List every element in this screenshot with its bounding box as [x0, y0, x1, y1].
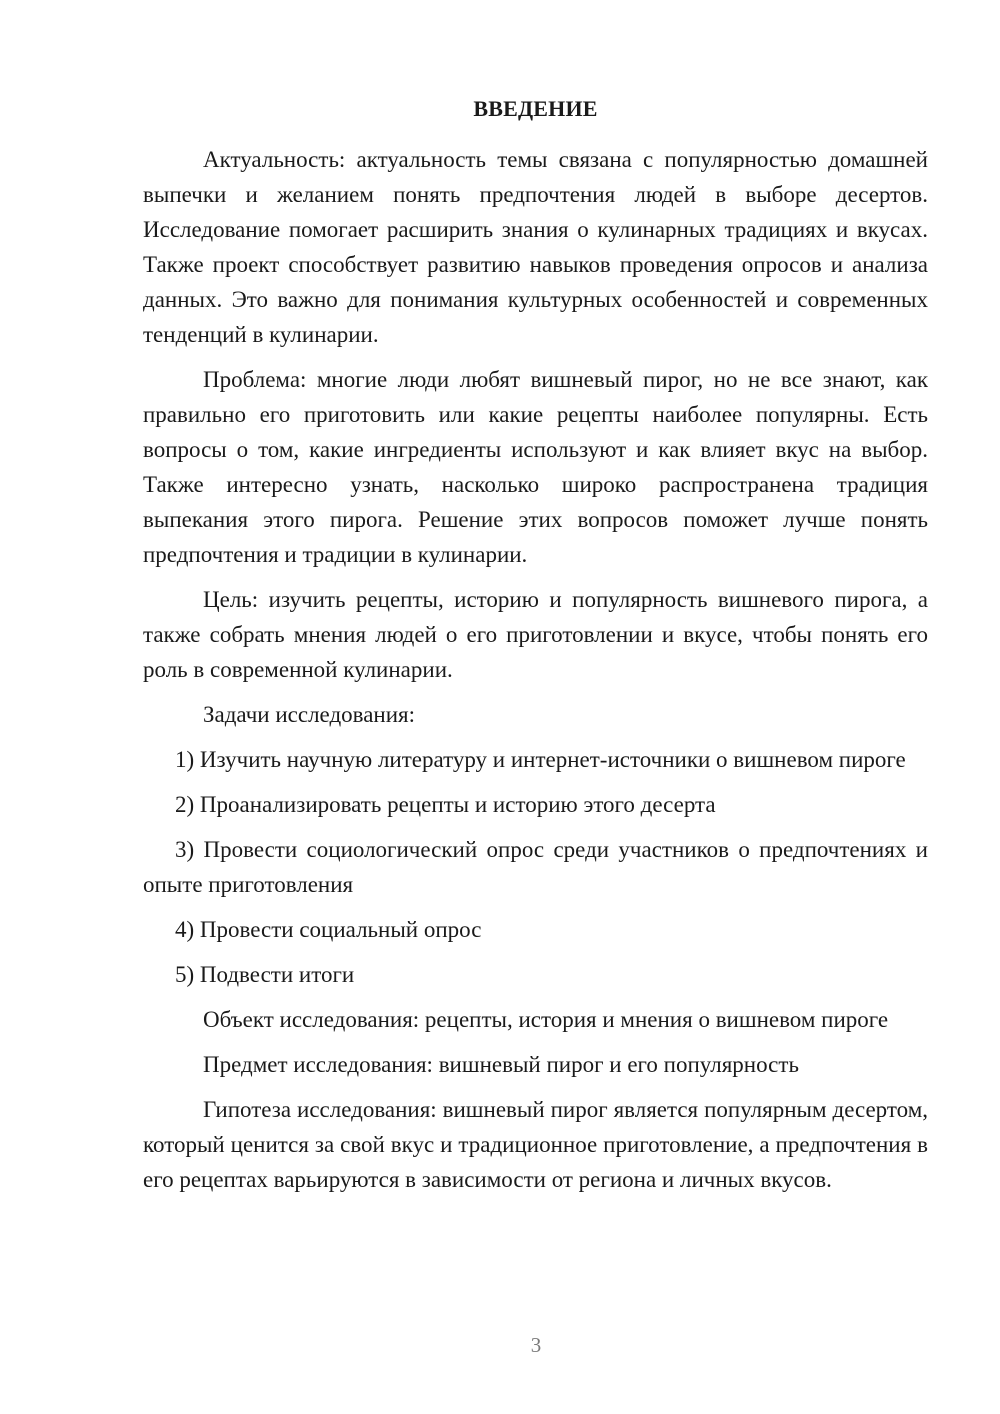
task-item-3: 3) Провести социологический опрос среди участников о предпочтениях и опыте приготовления	[143, 837, 928, 897]
task-item-4: 4) Провести социальный опрос	[175, 917, 482, 942]
problem-paragraph: Проблема: многие люди любят вишневый пирог, но не все знают, как правильно его приготовить или какие рецепты наиболее популярны. Есть вопросы о том, какие ингредиенты используют и как влияет вкус на выбор. Также интересно узнать, насколько широко распространена традиция выпекания этого пирога. Решение этих вопросов поможет лучше понять предпочтения и традиции в кулинарии.	[143, 367, 928, 567]
task-item-2: 2) Проанализировать рецепты и историю этого десерта	[175, 792, 716, 817]
relevance-paragraph: Актуальность: актуальность темы связана с популярностью домашней выпечки и желанием понять предпочтения людей в выборе десертов. Исследование помогает расширить знания о кулинарных традициях и вкусах. Также проект способствует развитию навыков проведения опросов и анализа данных. Это важно для понимания культурных особенностей и современных тенденций в кулинарии.	[143, 147, 928, 347]
tasks-heading: Задачи исследования:	[203, 702, 416, 727]
subject-paragraph: Предмет исследования: вишневый пирог и его популярность	[203, 1052, 799, 1077]
tasks-list	[143, 742, 928, 992]
task-item-1: 1) Изучить научную литературу и интернет-источники о вишневом пироге	[175, 747, 906, 772]
hypothesis-paragraph: Гипотеза исследования: вишневый пирог является популярным десертом, который ценится за свой вкус и традиционное приготовление, а предпочтения в его рецептах варьируются в зависимости от региона и личных вкусов.	[143, 1097, 928, 1192]
document-body	[143, 142, 928, 1207]
task-item-5: 5) Подвести итоги	[175, 962, 355, 987]
page-title: ВВЕДЕНИЕ	[473, 96, 598, 121]
object-paragraph: Объект исследования: рецепты, история и мнения о вишневом пироге	[203, 1007, 889, 1032]
page-number: 3	[530, 1333, 542, 1357]
goal-paragraph: Цель: изучить рецепты, историю и популярность вишневого пирога, а также собрать мнения людей о его приготовлении и вкусе, чтобы понять его роль в современной кулинарии.	[143, 587, 928, 682]
